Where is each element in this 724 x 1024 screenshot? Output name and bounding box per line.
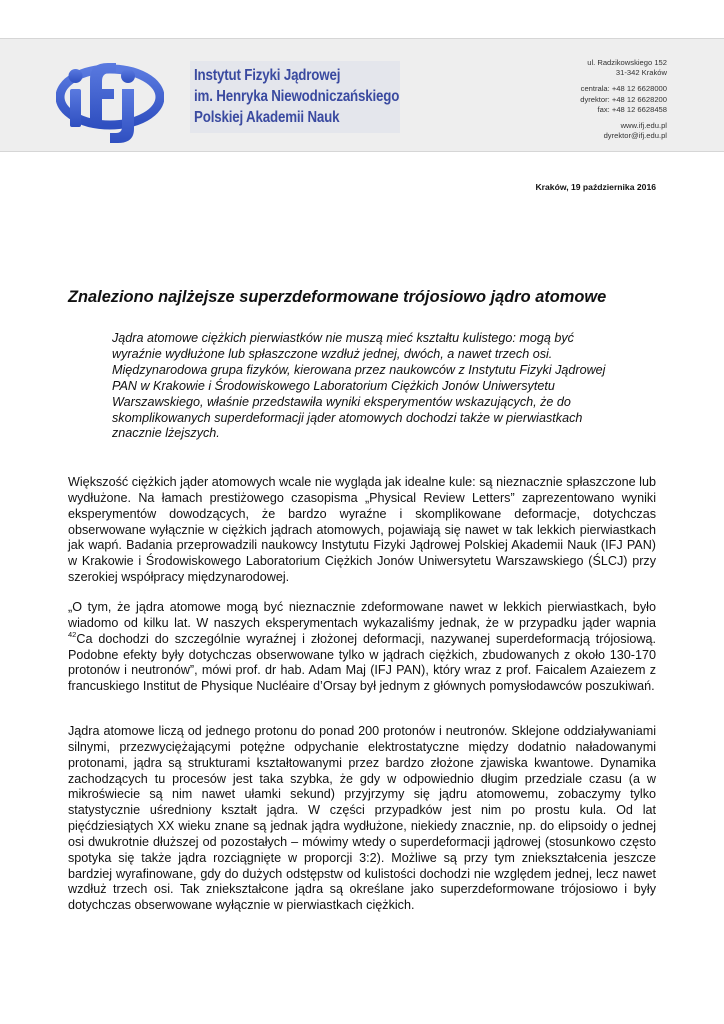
institute-name-line: im. Henryka Niewodniczańskiego: [194, 88, 400, 105]
paragraph-text: „O tym, że jądra atomowe mogą być nieznacznie zdeformowane nawet w lekkich pierwiastkach, było wiadomo od kilku lat. W naszych eksperymentach wykazaliśmy jednak, że w przypadku jąder wapnia: [68, 600, 656, 630]
email-link[interactable]: dyrektor@ifj.edu.pl: [603, 131, 667, 141]
paragraph-text: Ca dochodzi do szczególnie wyraźnej i złożonej deformacji, nazywanej superdeformacją trójosiową. Podobne efekty były dotychczas obserwowane tylko w jądrach ciężkich, zbudowanych z około 130-170 protonów i neutronów”, mówi prof. dr hab. Adam Maj (IFJ PAN), który wraz z prof. Faicalem Azaiezem z francuskiego Institut de Physique Nucléaire d’Orsay był jednym z głównych pomysłodawców poszukiwań.: [68, 631, 656, 694]
phone-director: dyrektor: +48 12 6628200: [580, 94, 667, 104]
institute-name-line: Instytut Fizyki Jądrowej: [194, 67, 341, 84]
institute-name: [190, 61, 400, 133]
phone-fax: fax: +48 12 6628458: [597, 104, 667, 114]
body-paragraph-2: [68, 600, 656, 695]
website-link[interactable]: www.ifj.edu.pl: [620, 121, 667, 131]
letterhead: [0, 38, 724, 152]
address-city: 31-342 Kraków: [615, 68, 667, 78]
phone-central: centrala: +48 12 6628000: [580, 84, 667, 94]
contact-block: [580, 58, 667, 141]
body-paragraph-1: Większość ciężkich jąder atomowych wcale nie wygląda jak idealne kule: są nieznacznie spłaszczone lub wydłużone. Na łamach prestiżowego czasopisma „Physical Review Letters” zaprezentowano wyniki eksperymentów dowodzących, że bardzo wyraźne i skomplikowane deformacje, dotychczas obserwowane wyłącznie w ciężkich jądrach atomowych, pojawiają się nawet w tak lekkich pierwiastkach jak wapń. Badania przeprowadzili naukowcy Instytutu Fizyki Jądrowej Polskiej Akademii Nauk (IFJ PAN) w Krakowie i Środowiskowego Laboratorium Ciężkich Jonów Uniwersytetu Warszawskiego (ŚLCJ) przy szerokiej współpracy międzynarodowej.: [68, 475, 656, 585]
institute-name-line: Polskiej Akademii Nauk: [194, 109, 340, 126]
isotope-mass-number: 42: [68, 629, 77, 639]
lead-paragraph: Jądra atomowe ciężkich pierwiastków nie muszą mieć kształtu kulistego: mogą być wyraźnie wydłużone lub spłaszczone wzdłuż jednej, dwóch, a nawet trzech osi. Międzynarodowa grupa fizyków, kierowana przez naukowców z Instytutu Fizyki Jądrowej PAN w Krakowie i Środowiskowego Laboratorium Ciężkich Jonów Uniwersytetu Warszawskiego, właśnie przedstawiła wyniki eksperymentów wskazujących, że do skomplikowanych superdeformacji jąder atomowych dochodzi także w pierwiastkach znacznie lżejszych.: [112, 331, 606, 441]
body-paragraph-3: Jądra atomowe liczą od jednego protonu do ponad 200 protonów i neutronów. Sklejone oddziaływaniami silnymi, przezwyciężającymi potężne odpychanie elektrostatyczne między dodatnio naładowanymi protonami, jądra są strukturami kształtowanymi przez bardzo złożone zjawiska kwantowe. Dynamika zachodzących tu procesów jest taka szybka, że gdy w odpowiednio długim przedziale czasu (a w mikroświecie są nim nawet ułamki sekund) przyjrzymy się jądru atomowemu, zobaczymy tylko statystycznie uśredniony kształt jądra. W części przypadków jest nim po prostu kula. Od lat pięćdziesiątych XX wieku znane są jednak jądra wydłużone, niekiedy znacznie, np. do elipsoidy o jednej osi dwukrotnie dłuższej od pozostałych – mówimy wtedy o superdeformacji jądrowej (stosunkowo często spotyka się także jądra rozciągnięte w proporcji 3:2). Możliwe są przy tym zniekształcenia jeszcze bardziej wyrafinowane, gdy do dużych odstępstw od kulistości dochodzi nie względem jednej, lecz nawet wzdłuż trzech osi. Tak zniekształcone jądra są określane jako superzdeformowane trójosiowo i były dotychczas obserwowane wyłącznie w pierwiastkach ciężkich.: [68, 724, 656, 913]
document-date: Kraków, 19 października 2016: [535, 182, 656, 192]
ifj-logo-icon: [56, 49, 164, 145]
address-street: ul. Radzikowskiego 152: [587, 58, 667, 67]
page-title: Znaleziono najlżejsze superzdeformowane trójosiowo jądro atomowe: [68, 288, 607, 306]
